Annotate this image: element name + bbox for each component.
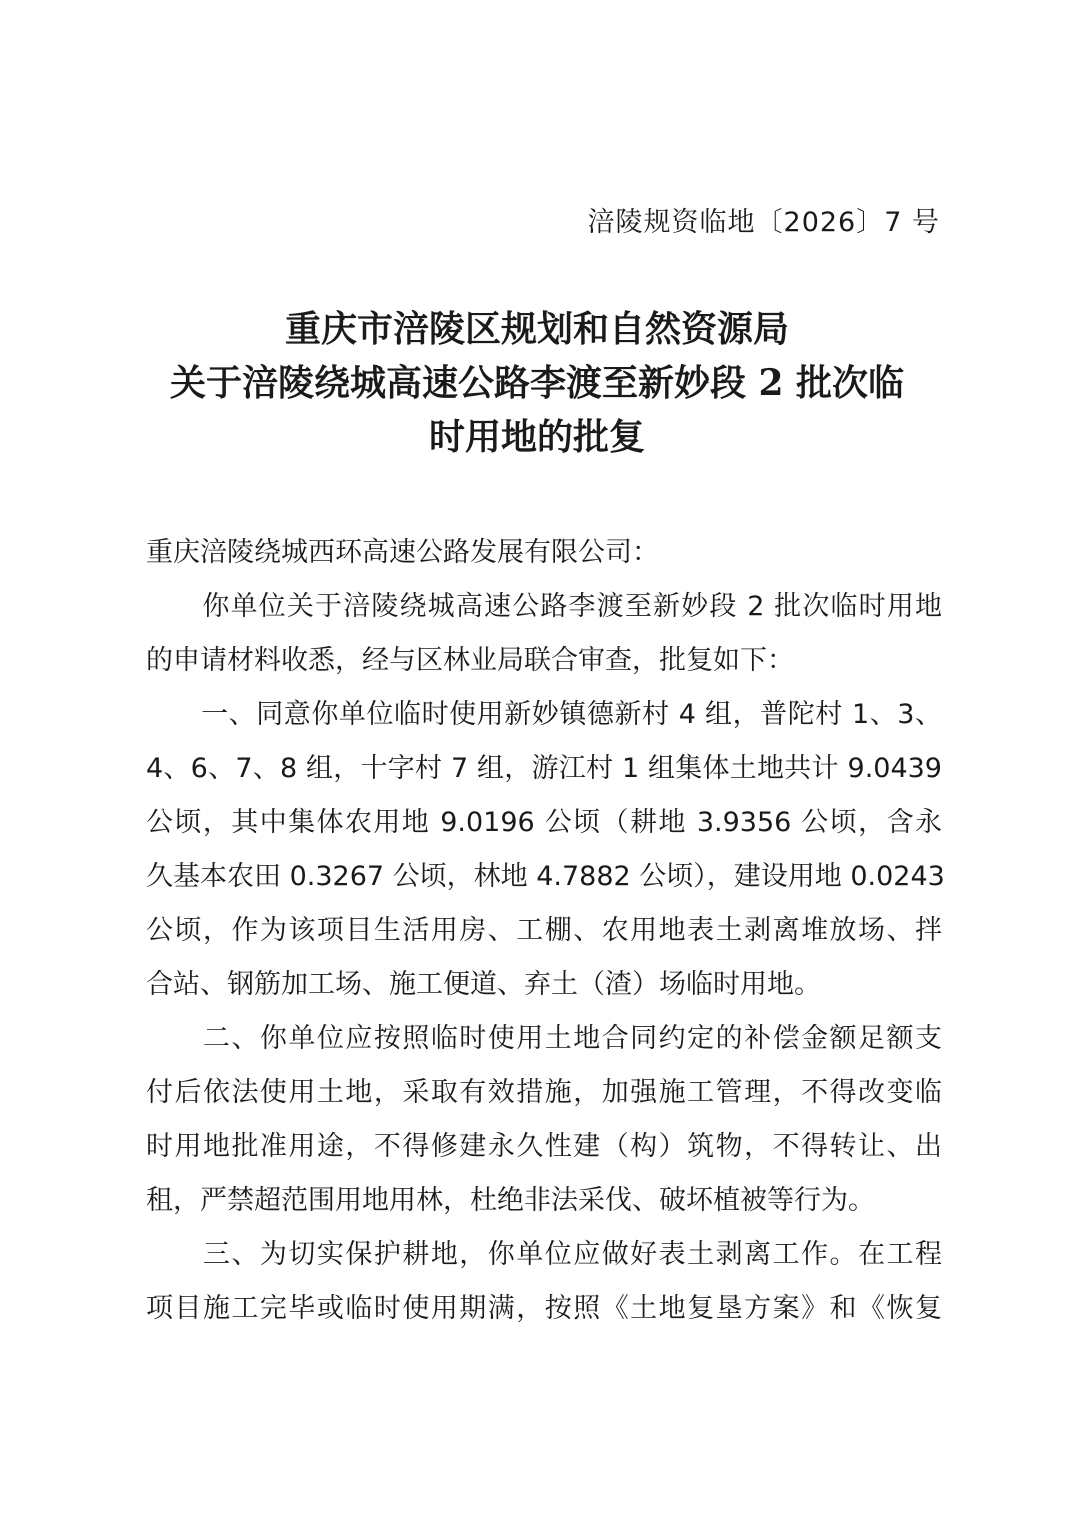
body-line: 4、6、7、8 组，十字村 7 组，游江村 1 组集体土地共计 9.0439: [146, 753, 942, 784]
body-line: 公顷，作为该项目生活用房、工棚、农用地表土剥离堆放场、拌: [146, 915, 942, 946]
title-line: 关于涪陵绕城高速公路李渡至新妙段 2 批次临: [169, 362, 905, 404]
document-body: [146, 526, 945, 1336]
body-line: 你单位关于涪陵绕城高速公路李渡至新妙段 2 批次临时用地: [146, 591, 942, 622]
body-line: 一、同意你单位临时使用新妙镇德新村 4 组，普陀村 1、3、: [146, 699, 942, 730]
body-line: 租，严禁超范围用地用林，杜绝非法采伐、破坏植被等行为。: [146, 1185, 875, 1216]
document-number: 涪陵规资临地〔2026〕7 号: [587, 207, 940, 238]
body-line: 项目施工完毕或临时使用期满，按照《土地复垦方案》和《恢复: [146, 1293, 942, 1324]
body-line: 的申请材料收悉，经与区林业局联合审查，批复如下：: [146, 645, 794, 676]
body-line: 时用地批准用途，不得修建永久性建（构）筑物，不得转让、出: [146, 1131, 942, 1162]
body-line: 公顷，其中集体农用地 9.0196 公顷（耕地 3.9356 公顷，含永: [146, 807, 942, 838]
title-line: 时用地的批复: [428, 416, 645, 458]
body-line: 付后依法使用土地，采取有效措施，加强施工管理，不得改变临: [146, 1077, 942, 1108]
body-line: 合站、钢筋加工场、施工便道、弃土（渣）场临时用地。: [146, 969, 821, 1000]
title-line: 重庆市涪陵区规划和自然资源局: [284, 308, 789, 350]
body-line: 三、为切实保护耕地，你单位应做好表土剥离工作。在工程: [146, 1239, 942, 1270]
document-title: [134, 302, 940, 464]
body-line: 久基本农田 0.3267 公顷，林地 4.7882 公顷），建设用地 0.0243: [146, 861, 945, 892]
body-line: 二、你单位应按照临时使用土地合同约定的补偿金额足额支: [146, 1023, 942, 1054]
salutation: 重庆涪陵绕城西环高速公路发展有限公司：: [146, 537, 659, 568]
